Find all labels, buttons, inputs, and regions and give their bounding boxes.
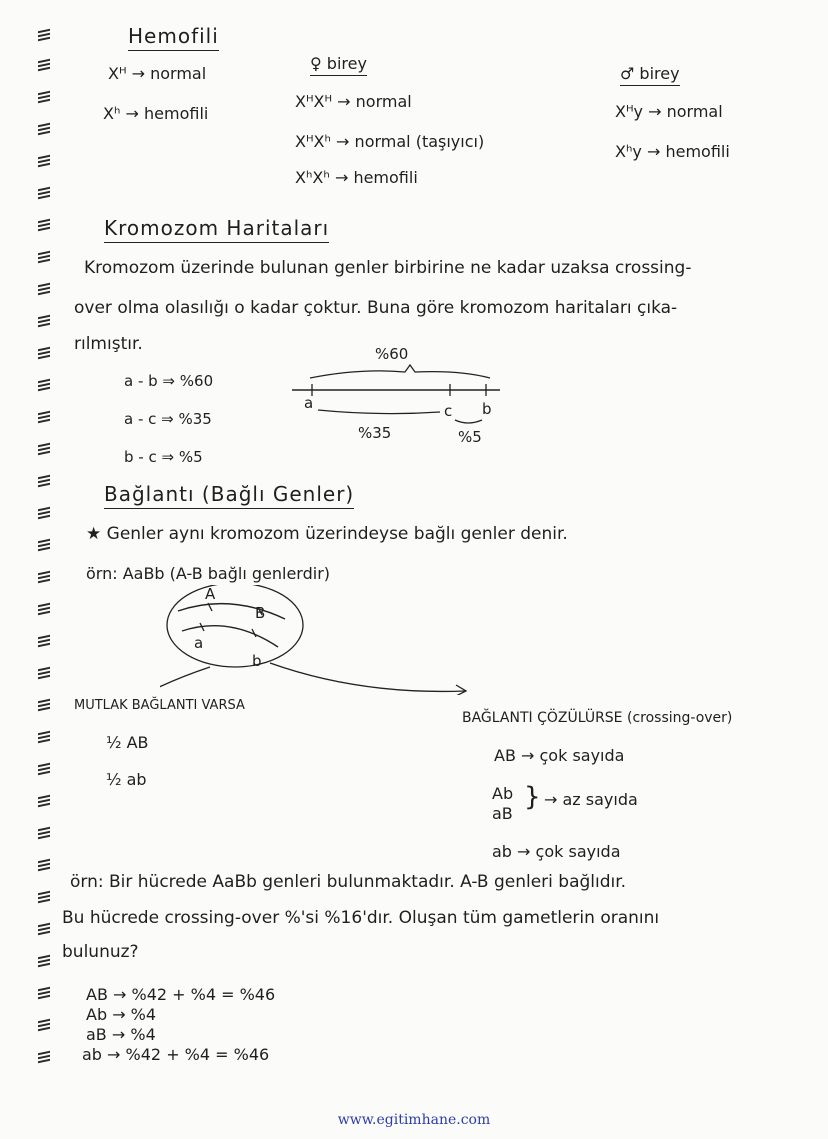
footer-website[interactable]: www.egitimhane.com: [337, 1112, 491, 1128]
arrow-left: [160, 667, 210, 689]
chrom-label-A: A: [205, 585, 216, 603]
arrow-right: [270, 663, 465, 691]
kromozom-para-line: Kromozom üzerinde bulunan genler birbirine ne kadar uzaksa crossing-: [84, 258, 692, 278]
chrom-label-b: b: [252, 652, 262, 670]
map-ac-label: %35: [358, 424, 392, 442]
map-cb-label: %5: [458, 428, 482, 446]
brace-icon: }: [524, 782, 541, 812]
baglanti-example: örn: AaBb (A-B bağlı genlerdir): [86, 564, 331, 583]
chrom-label-a: a: [194, 634, 204, 652]
map-b-label: b: [482, 400, 492, 418]
brace-ac: [318, 410, 440, 414]
arrowhead-right: [456, 685, 466, 695]
hemofili-title: Hemofili: [128, 24, 219, 51]
kromozom-para-line: rılmıştır.: [74, 334, 143, 354]
answer-line: ab → %42 + %4 = %46: [82, 1045, 270, 1064]
problem-line: bulunuz?: [62, 942, 139, 962]
absolute-linkage-item: ½ AB: [106, 733, 149, 752]
crossing-over-title: BAĞLANTI ÇÖZÜLÜRSE (crossing-over): [462, 710, 733, 726]
absolute-linkage-title: MUTLAK BAĞLANTI VARSA: [74, 698, 245, 713]
baglanti-statement: ★ Genler aynı kromozom üzerindeyse bağlı genler denir.: [86, 524, 568, 544]
chromosome-upper: [178, 604, 285, 619]
genotype-hemofili: Xʰ → hemofili: [103, 104, 209, 123]
genotype-normal: Xᴴ → normal: [108, 64, 207, 83]
female-genotype: XᴴXʰ → normal (taşıyıcı): [295, 132, 485, 151]
crossing-over-item: aB: [492, 804, 513, 823]
answer-line: AB → %42 + %4 = %46: [86, 985, 276, 1004]
map-total-label: %60: [375, 345, 409, 363]
male-genotype: Xʰy → hemofili: [615, 142, 730, 161]
map-a-label: a: [304, 394, 314, 412]
kromozom-title: Kromozom Haritaları: [104, 216, 329, 243]
kromozom-para-line: over olma olasılığı o kadar çoktur. Buna göre kromozom haritaları çıka-: [74, 298, 678, 318]
female-genotype: XᴴXᴴ → normal: [295, 92, 412, 111]
problem-line: Bu hücrede crossing-over %'si %16'dır. Oluşan tüm gametlerin oranını: [62, 908, 660, 928]
distance-ac: a - c ⇒ %35: [124, 410, 212, 428]
brace-ab: [310, 365, 490, 378]
chrom-label-B: B: [255, 604, 266, 622]
problem-line: örn: Bir hücrede AaBb genleri bulunmaktadır. A-B genleri bağlıdır.: [70, 872, 627, 892]
crossing-over-item: AB → çok sayıda: [494, 746, 625, 765]
female-genotype: XʰXʰ → hemofili: [295, 168, 418, 187]
male-genotype: Xᴴy → normal: [615, 102, 723, 121]
female-title: ♀ birey: [310, 54, 367, 76]
crossing-over-item: Ab: [492, 784, 514, 803]
map-c-label: c: [444, 402, 453, 420]
crossing-over-item: ab → çok sayıda: [492, 842, 621, 861]
distance-bc: b - c ⇒ %5: [124, 448, 203, 466]
absolute-linkage-item: ½ ab: [106, 770, 147, 789]
chromosome-oval: [167, 585, 303, 667]
answer-line: aB → %4: [86, 1025, 156, 1044]
crossing-over-item: → az sayıda: [544, 790, 638, 809]
brace-cb: [455, 420, 482, 423]
answer-line: Ab → %4: [86, 1005, 157, 1024]
baglanti-title: Bağlantı (Bağlı Genler): [104, 482, 354, 509]
distance-ab: a - b ⇒ %60: [124, 372, 214, 390]
male-title: ♂ birey: [620, 64, 680, 86]
